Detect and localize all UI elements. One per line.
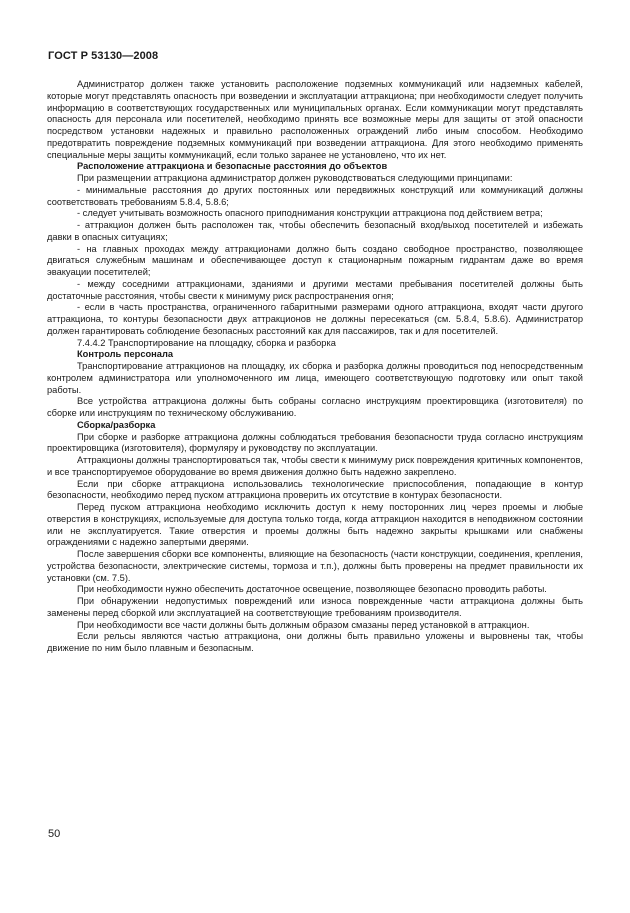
paragraph: Администратор должен также установить расположение подземных коммуникаций или надземных кабелей, которые могут представлять опасность при возведении и эксплуатации аттракциона; при необходимости следует получить информацию в соответствующих государственных или муниципальных органах. Если коммуникации могут представлять опасность для персонала или посетителей, необходимо принять все возможные меры для защиты от этой опасности посредством установки надежных и правильно расположенных ограждений либо иным способом. Необходимо предотвратить повреждение подземных коммуникаций при возведении аттракциона. Для этого необходимо применять специальные меры защиты коммуникаций, если только заранее не установлено, что их нет.: [47, 79, 583, 160]
paragraph: Аттракционы должны транспортироваться так, чтобы свести к минимуму риск повреждения критичных компонентов, и все транспортируемое оборудование во время движения должно быть надежно закреплено.: [47, 455, 583, 477]
paragraph: - между соседними аттракционами, зданиями и другими местами пребывания посетителей должны быть достаточные расстояния, чтобы свести к минимуму риск распространения огня;: [47, 278, 583, 301]
paragraph: При необходимости все части должны быть должным образом смазаны перед установкой в аттракцион.: [77, 619, 530, 630]
page-number: 50: [48, 828, 61, 840]
paragraph: Транспортирование аттракционов на площадку, их сборка и разборка должны проводиться под непосредственным контролем администратора или уполномоченного им лица, имеющего соответствующую подготовку или опыт такой работы.: [47, 361, 583, 395]
paragraph: - на главных проходах между аттракционами должно быть создано свободное пространство, позволяющее двигаться служебным машинам и обеспечивающее доступ к стационарным пожарным гидрантам даже во время эвакуации посетителей;: [47, 243, 583, 277]
page-header: ГОСТ Р 53130—2008: [48, 50, 159, 62]
paragraph: При размещении аттракциона администратор должен руководствоваться следующими принципами:: [77, 173, 513, 183]
paragraph: - аттракцион должен быть расположен так, чтобы обеспечить безопасный вход/выход посетителей и избежать давки в опасных ситуациях;: [47, 220, 583, 242]
paragraph: 7.4.4.2 Транспортирование на площадку, сборка и разборка: [77, 337, 336, 348]
paragraph: Если рельсы являются частью аттракциона, они должны быть правильно уложены и выровнены так, чтобы движение по ним было плавным и безопасным.: [47, 631, 583, 653]
paragraph: Если при сборке аттракциона использовались технологические приспособления, попадающие в контур безопасности, необходимо перед пуском аттракциона проверить их отсутствие в контурах безопасности.: [47, 478, 583, 501]
paragraph: - минимальные расстояния до других постоянных или передвижных конструкций или коммуникаций должны соответствовать требованиям 5.8.4, 5.8.6;: [47, 184, 583, 207]
section-heading: Сборка/разборка: [77, 419, 156, 430]
paragraph: Все устройства аттракциона должны быть собраны согласно инструкциям проектировщика (изготовителя) по сборке или инструкциям по техническому обслуживанию.: [47, 396, 583, 418]
paragraph: - следует учитывать возможность опасного приподнимания конструкции аттракциона под действием ветра;: [77, 208, 543, 219]
paragraph: При обнаружении недопустимых повреждений или износа поврежденные части аттракциона должны быть заменены перед сборкой или эксплуатацией на соответствующие требованиям производителя.: [47, 596, 583, 618]
paragraph: При сборке и разборке аттракциона должны соблюдаться требования безопасности труда согласно инструкциям проектировщика (изготовителя), формуляру и руководству по эксплуатации.: [47, 431, 583, 454]
paragraph: После завершения сборки все компоненты, влияющие на безопасность (части конструкции, соединения, крепления, устройства безопасности, электрические системы, тормоза и т.п.), должны быть проверены на предмет правильности их установки (см. 7.5).: [47, 549, 583, 583]
section-heading: Расположение аттракциона и безопасные расстояния до объектов: [77, 161, 388, 172]
paragraph: - если в часть пространства, ограниченного габаритными размерами одного аттракциона, входят части другого аттракциона, то контуры безопасности двух аттракционов не должны пересекаться (см. 5.8.4, 5.8.6). Администратор должен гарантировать соблюдение безопасных расстояний как для пассажиров, так и для посетителей.: [47, 302, 583, 336]
paragraph: При необходимости нужно обеспечить достаточное освещение, позволяющее безопасно проводить работы.: [77, 584, 547, 595]
page-body: [47, 79, 583, 655]
section-heading: Контроль персонала: [77, 349, 174, 360]
paragraph: Перед пуском аттракциона необходимо исключить доступ к нему посторонних лиц через проемы и любые отверстия в конструкциях, используемые для доступа только тогда, когда аттракцион находится в неподвижном состоянии или не эксплуатируется. Такие отверстия и проемы должны быть надежно закрыты крышками или снабжены ограждениями с надежно запертыми дверями.: [47, 502, 583, 548]
